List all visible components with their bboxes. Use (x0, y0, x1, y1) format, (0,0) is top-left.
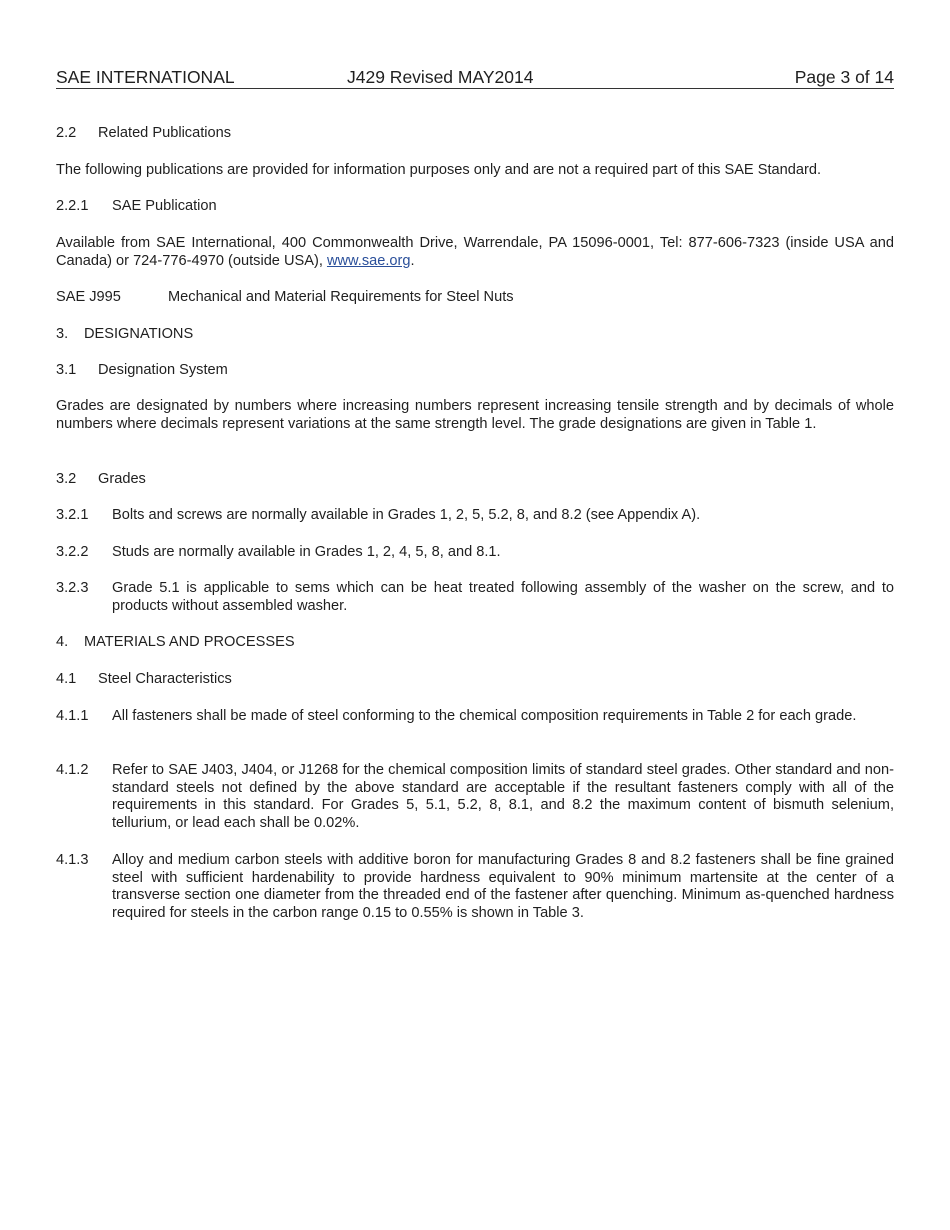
paragraph-3-1: Grades are designated by numbers where increasing numbers represent increasing tensile strength and by decimals of whole numbers where decimals represent variations at the same strength level. The grade designations are given in Table 1. (56, 398, 894, 432)
item-text: Alloy and medium carbon steels with additive boron for manufacturing Grades 8 and 8.2 fasteners shall be fine grained steel with sufficient hardenability to provide hardness equivalent to 90% minimum martensite at the center of a transverse section one diameter from the threaded end of the fastener after quenching. Minimum as-quenched hardness required for steels in the carbon range 0.15 to 0.55% is shown in Table 3. (112, 852, 894, 921)
item-4-1-3 (56, 852, 894, 922)
section-number: 4. (56, 634, 69, 650)
section-number: 2.2.1 (56, 198, 89, 214)
paragraph-2-2-intro: The following publications are provided for information purposes only and are not a required part of this SAE Standard. (56, 162, 821, 178)
reference-code: SAE J995 (56, 289, 121, 305)
section-title: Grades (98, 471, 146, 487)
section-title: SAE Publication (112, 198, 217, 214)
section-number: 2.2 (56, 125, 77, 141)
section-title: DESIGNATIONS (84, 326, 194, 342)
item-text: Studs are normally available in Grades 1, 2, 4, 5, 8, and 8.1. (112, 544, 501, 560)
header-org: SAE INTERNATIONAL (56, 67, 235, 87)
section-title: MATERIALS AND PROCESSES (84, 634, 295, 650)
heading-3-2 (56, 471, 894, 489)
section-title: Steel Characteristics (98, 671, 232, 687)
item-4-1-1 (56, 708, 894, 726)
section-title: Related Publications (98, 125, 232, 141)
item-number: 4.1.3 (56, 852, 89, 868)
heading-3-1 (56, 362, 894, 380)
section-number: 4.1 (56, 671, 77, 687)
availability-text: Available from SAE International, 400 Commonwealth Drive, Warrendale, PA 15096-0001, Tel: 877-606-7323 (inside USA and Canada) or 724-776-4970 (outside USA), (56, 235, 894, 269)
header-page-number: Page 3 of 14 (794, 67, 894, 87)
item-3-2-1 (56, 507, 894, 525)
heading-4-1 (56, 671, 894, 689)
item-number: 3.2.2 (56, 544, 89, 560)
item-number: 4.1.2 (56, 762, 89, 778)
section-number: 3. (56, 326, 69, 342)
item-text: Bolts and screws are normally available in Grades 1, 2, 5, 5.2, 8, and 8.2 (see Appendix A). (112, 507, 701, 523)
item-number: 3.2.3 (56, 580, 89, 596)
section-number: 3.1 (56, 362, 77, 378)
item-number: 4.1.1 (56, 708, 89, 724)
reference-entry (56, 289, 894, 307)
item-number: 3.2.1 (56, 507, 89, 523)
item-text: Grade 5.1 is applicable to sems which can be heat treated following assembly of the washer on the screw, and to products without assembled washer. (112, 580, 894, 614)
header-doc-id: J429 Revised MAY2014 (347, 67, 534, 87)
heading-2-2 (56, 125, 894, 143)
item-4-1-2 (56, 762, 894, 832)
page-header (56, 66, 894, 89)
availability-end: . (410, 252, 415, 269)
heading-4 (56, 634, 894, 652)
sae-website-link[interactable]: www.sae.org (326, 252, 411, 269)
paragraph-sae-availability (56, 235, 894, 270)
section-number: 3.2 (56, 471, 77, 487)
heading-3 (56, 326, 894, 344)
item-text: All fasteners shall be made of steel conforming to the chemical composition requirements in Table 2 for each grade. (112, 708, 857, 724)
reference-title: Mechanical and Material Requirements for Steel Nuts (168, 289, 514, 305)
item-text: Refer to SAE J403, J404, or J1268 for the chemical composition limits of standard steel grades. Other standard and non-standard steels not defined by the above standard are acceptable if the resultant fasteners comply with all of the requirements in this standard. For Grades 5, 5.1, 5.2, 8, 8.1, and 8.2 the maximum content of bismuth selenium, tellurium, or lead each shall be 0.02%. (112, 762, 894, 831)
item-3-2-2 (56, 544, 894, 562)
item-3-2-3 (56, 580, 894, 615)
section-title: Designation System (98, 362, 228, 378)
heading-2-2-1 (56, 198, 894, 216)
